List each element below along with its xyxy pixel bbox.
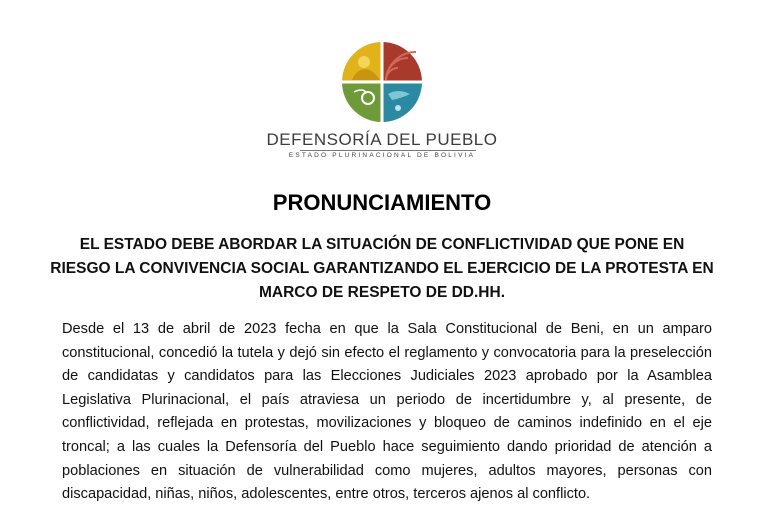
body-paragraph: Desde el 13 de abril de 2023 fecha en que la Sala Constitucional de Beni, en un amparo constitucional, concedió la tutela y dejó sin efecto el reglamento y convocatoria para la preselección de candidatas y candidatos para las Elecciones Judiciales 2023 aprobado por la Asamblea Legislativa Plurinacional, el país atraviesa un periodo de incertidumbre y, al presente, de conflictividad, reflejada en protestas, movilizaciones y bloqueo de caminos indefinido en el eje troncal; a las cuales la Defensoría del Pueblo hace seguimiento dando prioridad de atención a poblaciones en situación de vulnerabilidad como mujeres, adultos mayores, personas con discapacidad, niñas, niños, adolescentes, entre otros, terceros ajenos al conflicto. [62, 321, 712, 503]
org-subtitle: ESTADO PLURINACIONAL DE BOLIVIA [288, 152, 476, 159]
document-title: PRONUNCIAMIENTO [272, 190, 492, 215]
defensoria-emblem-icon [340, 40, 424, 124]
org-name: DEFENSORÍA DEL PUEBLO [266, 130, 498, 149]
headline: EL ESTADO DEBE ABORDAR LA SITUACIÓN DE CONFLICTIVIDAD QUE PONE EN RIESGO LA CONVIVENCIA SOCIAL GARANTIZANDO EL EJERCICIO DE LA PROTESTA EN MARCO DE RESPETO DE DD.HH. [50, 236, 714, 301]
org-divider [300, 150, 476, 151]
logo [0, 40, 764, 124]
